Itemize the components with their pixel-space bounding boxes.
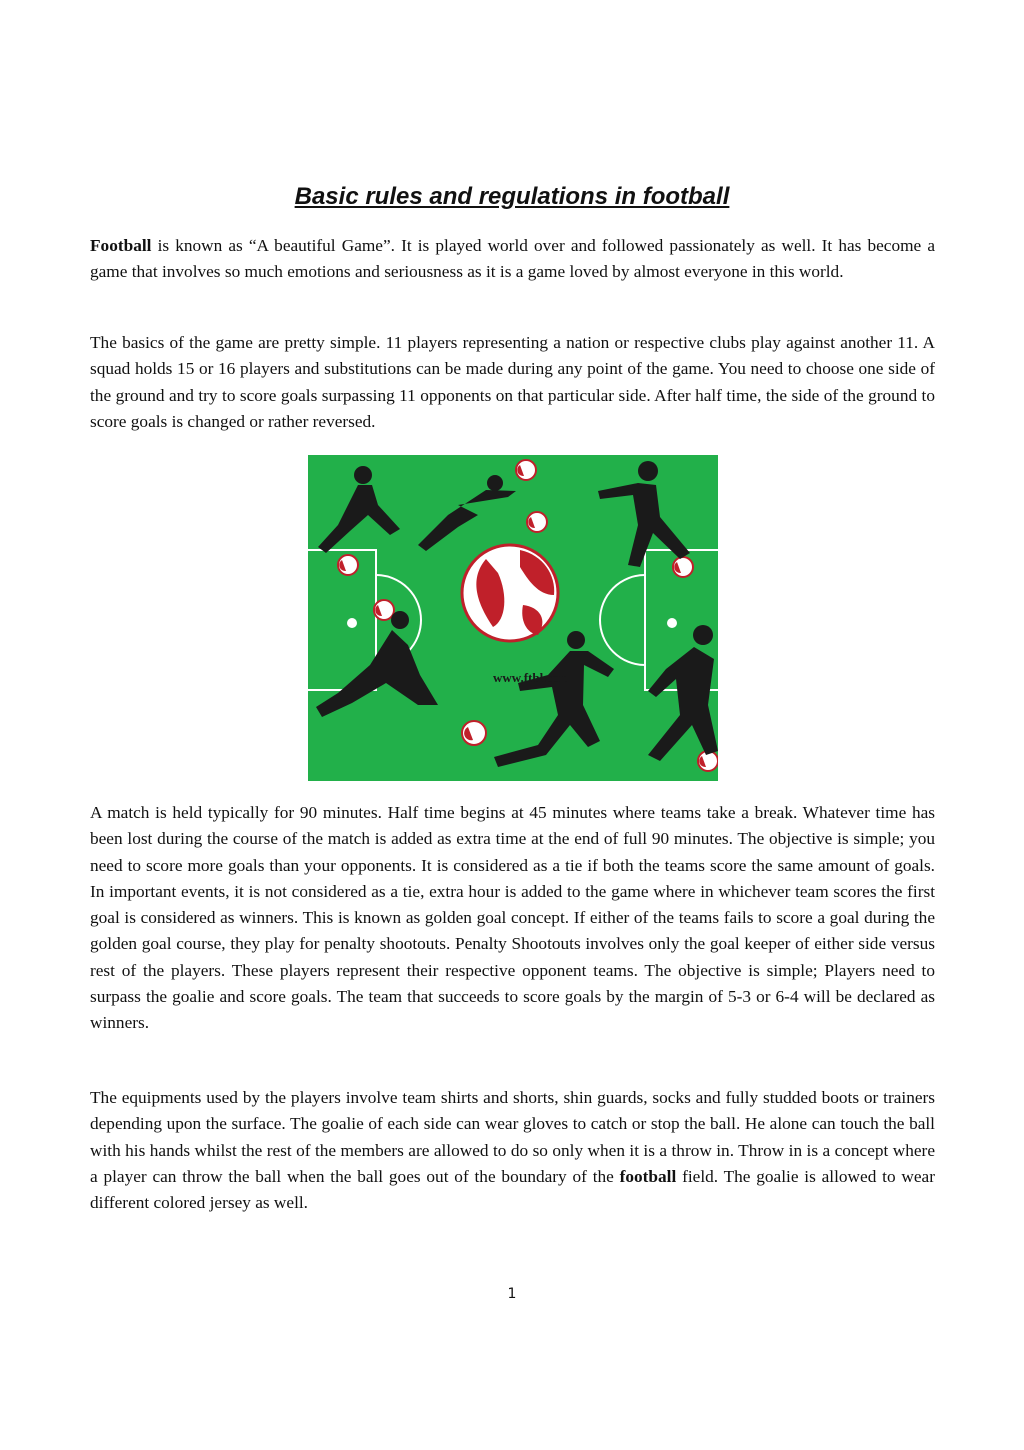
- paragraph-equipment-text-end: field. The goalie is allowed to wear different colored jersey as well.: [90, 1166, 935, 1213]
- paragraph-equipment: [90, 1085, 935, 1216]
- paragraph-equipment-bold: football: [619, 1166, 677, 1186]
- figure-watermark: www.ftbl.com: [493, 670, 570, 685]
- left-penalty-spot: [347, 618, 357, 628]
- paragraph-intro-lead: Football: [90, 236, 152, 255]
- paragraph-basics: The basics of the game are pretty simple. 11 players representing a nation or respective clubs play against another 11. A squad holds 15 or 16 players and substitutions can be made during any point of the game. You need to choose one side of the ground and try to score goals surpassing 11 opponents on that particular side. After half time, the side of the ground to score goals is changed or rather reversed.: [90, 333, 935, 431]
- center-ball-icon: [462, 545, 558, 641]
- paragraph-equipment-text: The equipments used by the players involve team shirts and shorts, shin guards, socks and fully studded boots or trainers depending upon the surface. The goalie of each side can wear gloves to catch or stop the ball. He alone can touch the ball with his hands whilst the rest of the members are allowed to do so only when it is a throw in. Throw in is a concept where a player can throw the ball when the ball goes out of the boundary of the: [90, 1088, 935, 1186]
- page-number: 1: [507, 1286, 517, 1302]
- page-title: Basic rules and regulations in football: [294, 183, 730, 210]
- right-penalty-spot: [667, 618, 677, 628]
- football-illustration: [308, 455, 718, 781]
- paragraph-intro: [90, 233, 935, 286]
- paragraph-match-duration: A match is held typically for 90 minutes. Half time begins at 45 minutes where teams take a break. Whatever time has been lost during the course of the match is added as extra time at the end of full 90 minutes. The objective is simple; you need to score more goals than your opponents. It is considered as a tie if both the teams score the same amount of goals. In important events, it is not considered as a tie, extra hour is added to the game where in whichever team scores the first goal is considered as winners. This is known as golden goal concept. If either of the teams fails to score a goal during the golden goal course, they play for penalty shootouts. Penalty Shootouts involves only the goal keeper of either side versus rest of the players. These players represent their respective opponent teams. The objective is simple; Players need to surpass the goalie and score goals. The team that succeeds to score goals by the margin of 5-3 or 6-4 will be declared as winners.: [90, 803, 935, 1033]
- paragraph-intro-text: is known as “A beautiful Game”. It is played world over and followed passionately as well. It has become a game that involves so much emotions and seriousness as it is a game loved by almost everyone in this world.: [90, 236, 935, 282]
